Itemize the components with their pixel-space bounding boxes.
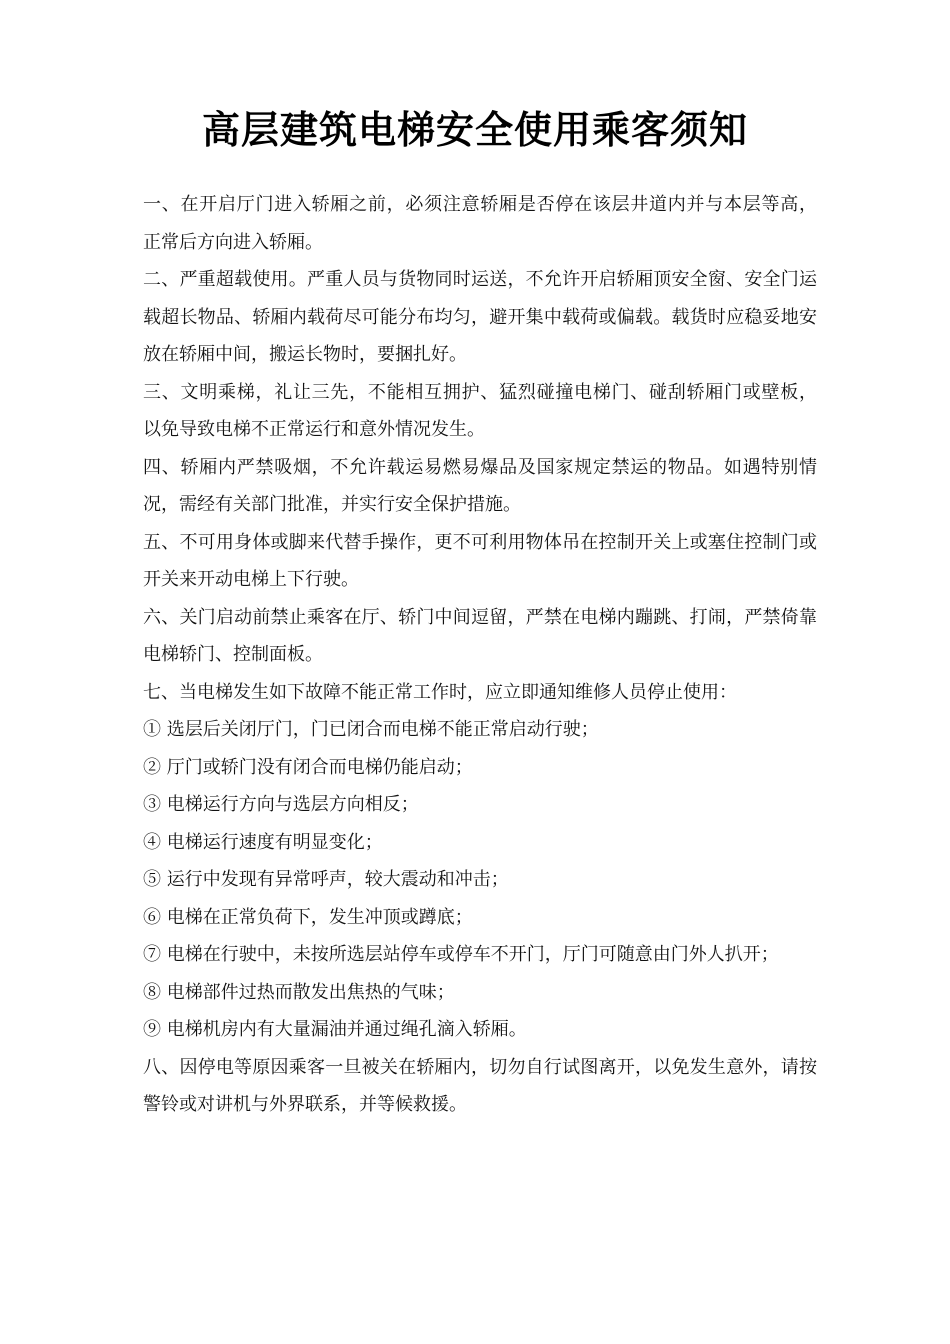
fault-item-3: ③ 电梯运行方向与选层方向相反；: [143, 794, 419, 815]
paragraph-7: 七、当电梯发生如下故障不能正常工作时，应立即通知维修人员停止使用：: [143, 681, 737, 703]
fault-item-2: ② 厅门或轿门没有闭合而电梯仍能启动；: [143, 756, 473, 778]
paragraph-2: 二、严重超载使用。严重人员与货物同时运送，不允许开启轿厢顶安全窗、安全门运载超长物品、轿厢内载荷尽可能分布均匀，避开集中载荷或偏载。载货时应稳妥地安放在轿厢中间，搬运长物时，要捆扎好。: [143, 269, 817, 365]
fault-item-1: ① 选层后关闭厅门，门已闭合而电梯不能正常启动行驶；: [143, 719, 599, 740]
fault-item-9: ⑨ 电梯机房内有大量漏油并通过绳孔滴入轿厢。: [143, 1019, 527, 1040]
fault-item-8: ⑧ 电梯部件过热而散发出焦热的气味；: [143, 981, 455, 1003]
paragraph-5: 五、不可用身体或脚来代替手操作，更不可利用物体吊在控制开关上或塞住控制门或开关来开动电梯上下行驶。: [143, 531, 817, 590]
fault-item-7: ⑦ 电梯在行驶中，未按所选层站停车或停车不开门，厅门可随意由门外人扒开；: [143, 944, 779, 965]
paragraph-1: 一、在开启厅门进入轿厢之前，必须注意轿厢是否停在该层井道内并与本层等高， 正常后方向进入轿厢。: [143, 194, 829, 253]
paragraph-4: 四、轿厢内严禁吸烟，不允许载运易燃易爆品及国家规定禁运的物品。如遇特别情况，需经有关部门批准，并实行安全保护措施。: [143, 456, 817, 515]
document-title: 高层建筑电梯安全使用乘客须知: [201, 108, 748, 152]
paragraph-6: 六、关门启动前禁止乘客在厅、轿门中间逗留，严禁在电梯内蹦跳、打闹，严禁倚靠电梯轿门、控制面板。: [143, 606, 817, 665]
paragraph-3: 三、文明乘梯，礼让三先，不能相互拥护、猛烈碰撞电梯门、碰刮轿厢门或壁板， 以免导致电梯不正常运行和意外情况发生。: [143, 381, 829, 440]
closing-paragraph: 八、因停电等原因乘客一旦被关在轿厢内，切勿自行试图离开，以免发生意外，请按警铃或对讲机与外界联系，并等候救援。: [143, 1056, 817, 1115]
fault-item-4: ④ 电梯运行速度有明显变化；: [143, 831, 383, 853]
document-body: [143, 186, 829, 1124]
fault-item-6: ⑥ 电梯在正常负荷下，发生冲顶或蹲底；: [143, 906, 473, 928]
fault-item-5: ⑤ 运行中发现有异常呼声，较大震动和冲击；: [143, 869, 509, 890]
